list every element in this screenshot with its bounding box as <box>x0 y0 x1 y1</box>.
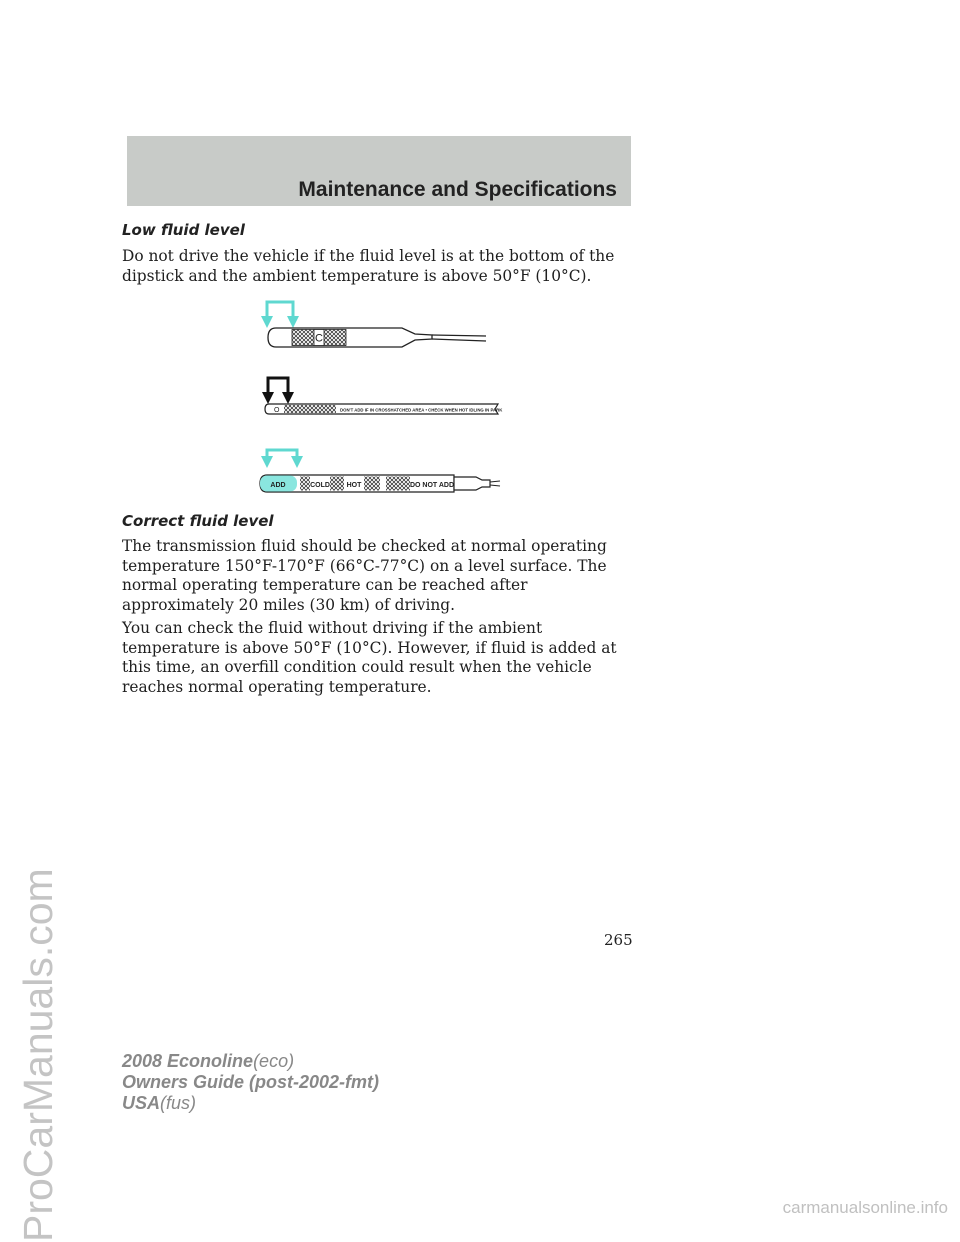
paragraph-correct-fluid-1: The transmission fluid should be checked at normal operating temperature 150°F-170°F (66°C-77°C) on a level surface. The normal operating temperature can be reached after approximately 20 miles (30 km) of driving. <box>122 537 607 614</box>
footer-region-code: (fus) <box>160 1093 197 1113</box>
paragraph-low-fluid: Do not drive the vehicle if the fluid level is at the bottom of the dipstick and the ambient temperature is above 50°F (10°C). <box>122 247 615 285</box>
footer-line-2 <box>122 1072 379 1093</box>
footer-guide: Owners Guide (post-2002-fmt) <box>122 1072 380 1092</box>
arrow-3a <box>261 456 273 468</box>
arrow-3b <box>291 456 303 468</box>
dipstick-figure <box>250 290 510 500</box>
dipstick-1-label: C <box>315 332 323 345</box>
arrow-1b <box>287 316 299 328</box>
document-footer <box>122 1051 379 1114</box>
label-do-not-add: DO NOT ADD <box>409 482 455 489</box>
side-watermark: ProCarManuals.com <box>15 868 61 1242</box>
section-title: Maintenance and Specifications <box>298 178 617 201</box>
site-watermark: carmanualsonline.info <box>782 1198 948 1217</box>
arrow-1a <box>261 316 273 328</box>
label-add: ADD <box>270 482 286 489</box>
section-header-band <box>127 136 631 206</box>
label-hot: HOT <box>346 482 362 489</box>
dipstick-2 <box>262 378 503 414</box>
arrow-2b <box>282 392 294 404</box>
dipstick-3 <box>260 450 500 492</box>
footer-line-3 <box>122 1093 379 1114</box>
page-number: 265 <box>604 931 633 949</box>
heading-low-fluid-level: Low fluid level <box>122 221 245 239</box>
footer-region: USA <box>122 1093 161 1113</box>
label-cold: COLD <box>310 482 330 489</box>
dipstick-2-hole: O <box>274 407 280 414</box>
footer-model-code: (eco) <box>253 1051 295 1071</box>
heading-correct-fluid-level: Correct fluid level <box>122 512 274 530</box>
arrow-2a <box>262 392 274 404</box>
footer-model: 2008 Econoline <box>122 1051 254 1071</box>
paragraph-correct-fluid-2: You can check the fluid without driving if the ambient temperature is above 50°F (10°C). However, if fluid is added at this time, an overfill condition could result when the vehicle reaches normal operating temperature. <box>122 619 617 696</box>
dipstick-2-text: DON'T ADD IF IN CROSSHATCHED AREA • CHECK WHEN HOT IDLING IN PARK <box>340 407 503 413</box>
footer-line-1 <box>122 1051 379 1072</box>
dipstick-1 <box>261 302 486 347</box>
